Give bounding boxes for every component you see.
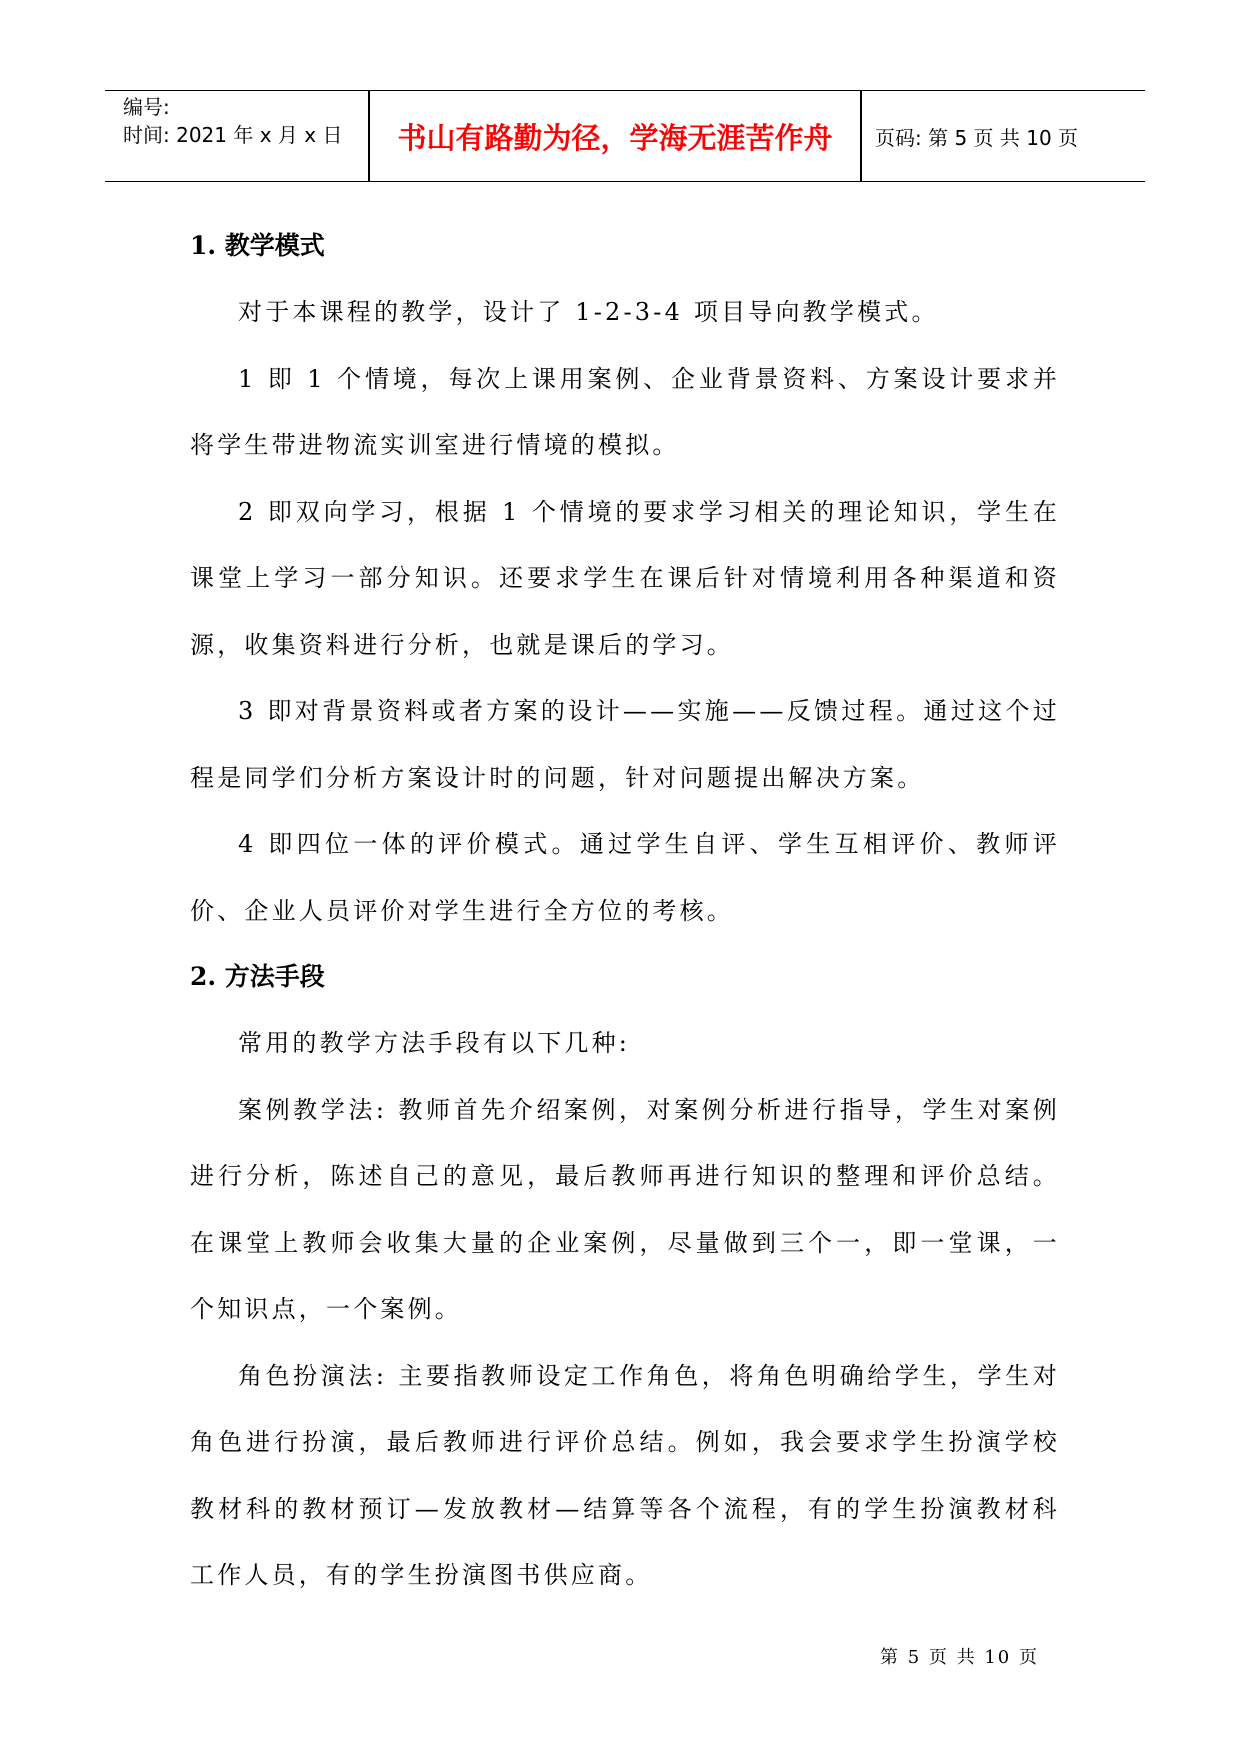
document-body	[190, 213, 1060, 1609]
paragraph: 案例教学法: 教师首先介绍案例，对案例分析进行指导，学生对案例进行分析，陈述自己的意见，最后教师再进行知识的整理和评价总结。在课堂上教师会收集大量的企业案例，尽量做到三个一，即一堂课，一个知识点，一个案例。	[190, 1095, 1060, 1323]
document-time-label: 时间: 2021 年 x 月 x 日	[123, 123, 343, 147]
header-divider	[860, 91, 862, 181]
header-motto: 书山有路勤为径，学海无涯苦作舟	[397, 120, 833, 155]
paragraph: 1 即 1 个情境，每次上课用案例、企业背景资料、方案设计要求并将学生带进物流实训室进行情境的模拟。	[190, 364, 1060, 459]
paragraph: 常用的教学方法手段有以下几种:	[238, 1029, 631, 1057]
paragraph: 角色扮演法: 主要指教师设定工作角色，将角色明确给学生，学生对角色进行扮演，最后教师进行评价总结。例如，我会要求学生扮演学校教材科的教材预订—发放教材—结算等各个流程，有的学生扮演教材科工作人员，有的学生扮演图书供应商。	[190, 1361, 1060, 1589]
paragraph: 3 即对背景资料或者方案的设计——实施——反馈过程。通过这个过程是同学们分析方案设计时的问题，针对问题提出解决方案。	[190, 697, 1060, 792]
header-meta	[115, 91, 370, 181]
paragraph: 2 即双向学习，根据 1 个情境的要求学习相关的理论知识，学生在课堂上学习一部分知识。还要求学生在课后针对情境利用各种渠道和资源，收集资料进行分析，也就是课后的学习。	[190, 497, 1060, 659]
paragraph: 对于本课程的教学，设计了 1-2-3-4 项目导向教学模式。	[238, 298, 939, 326]
paragraph: 4 即四位一体的评价模式。通过学生自评、学生互相评价、教师评价、企业人员评价对学生进行全方位的考核。	[190, 830, 1060, 925]
section-heading: 2. 方法手段	[190, 962, 325, 991]
section-heading: 1. 教学模式	[190, 231, 325, 260]
document-number-label: 编号:	[123, 95, 170, 119]
page-footer: 第 5 页 共 10 页	[880, 1647, 1039, 1668]
header-page-number: 页码: 第 5 页 共 10 页	[875, 125, 1079, 150]
page-header	[105, 90, 1145, 182]
